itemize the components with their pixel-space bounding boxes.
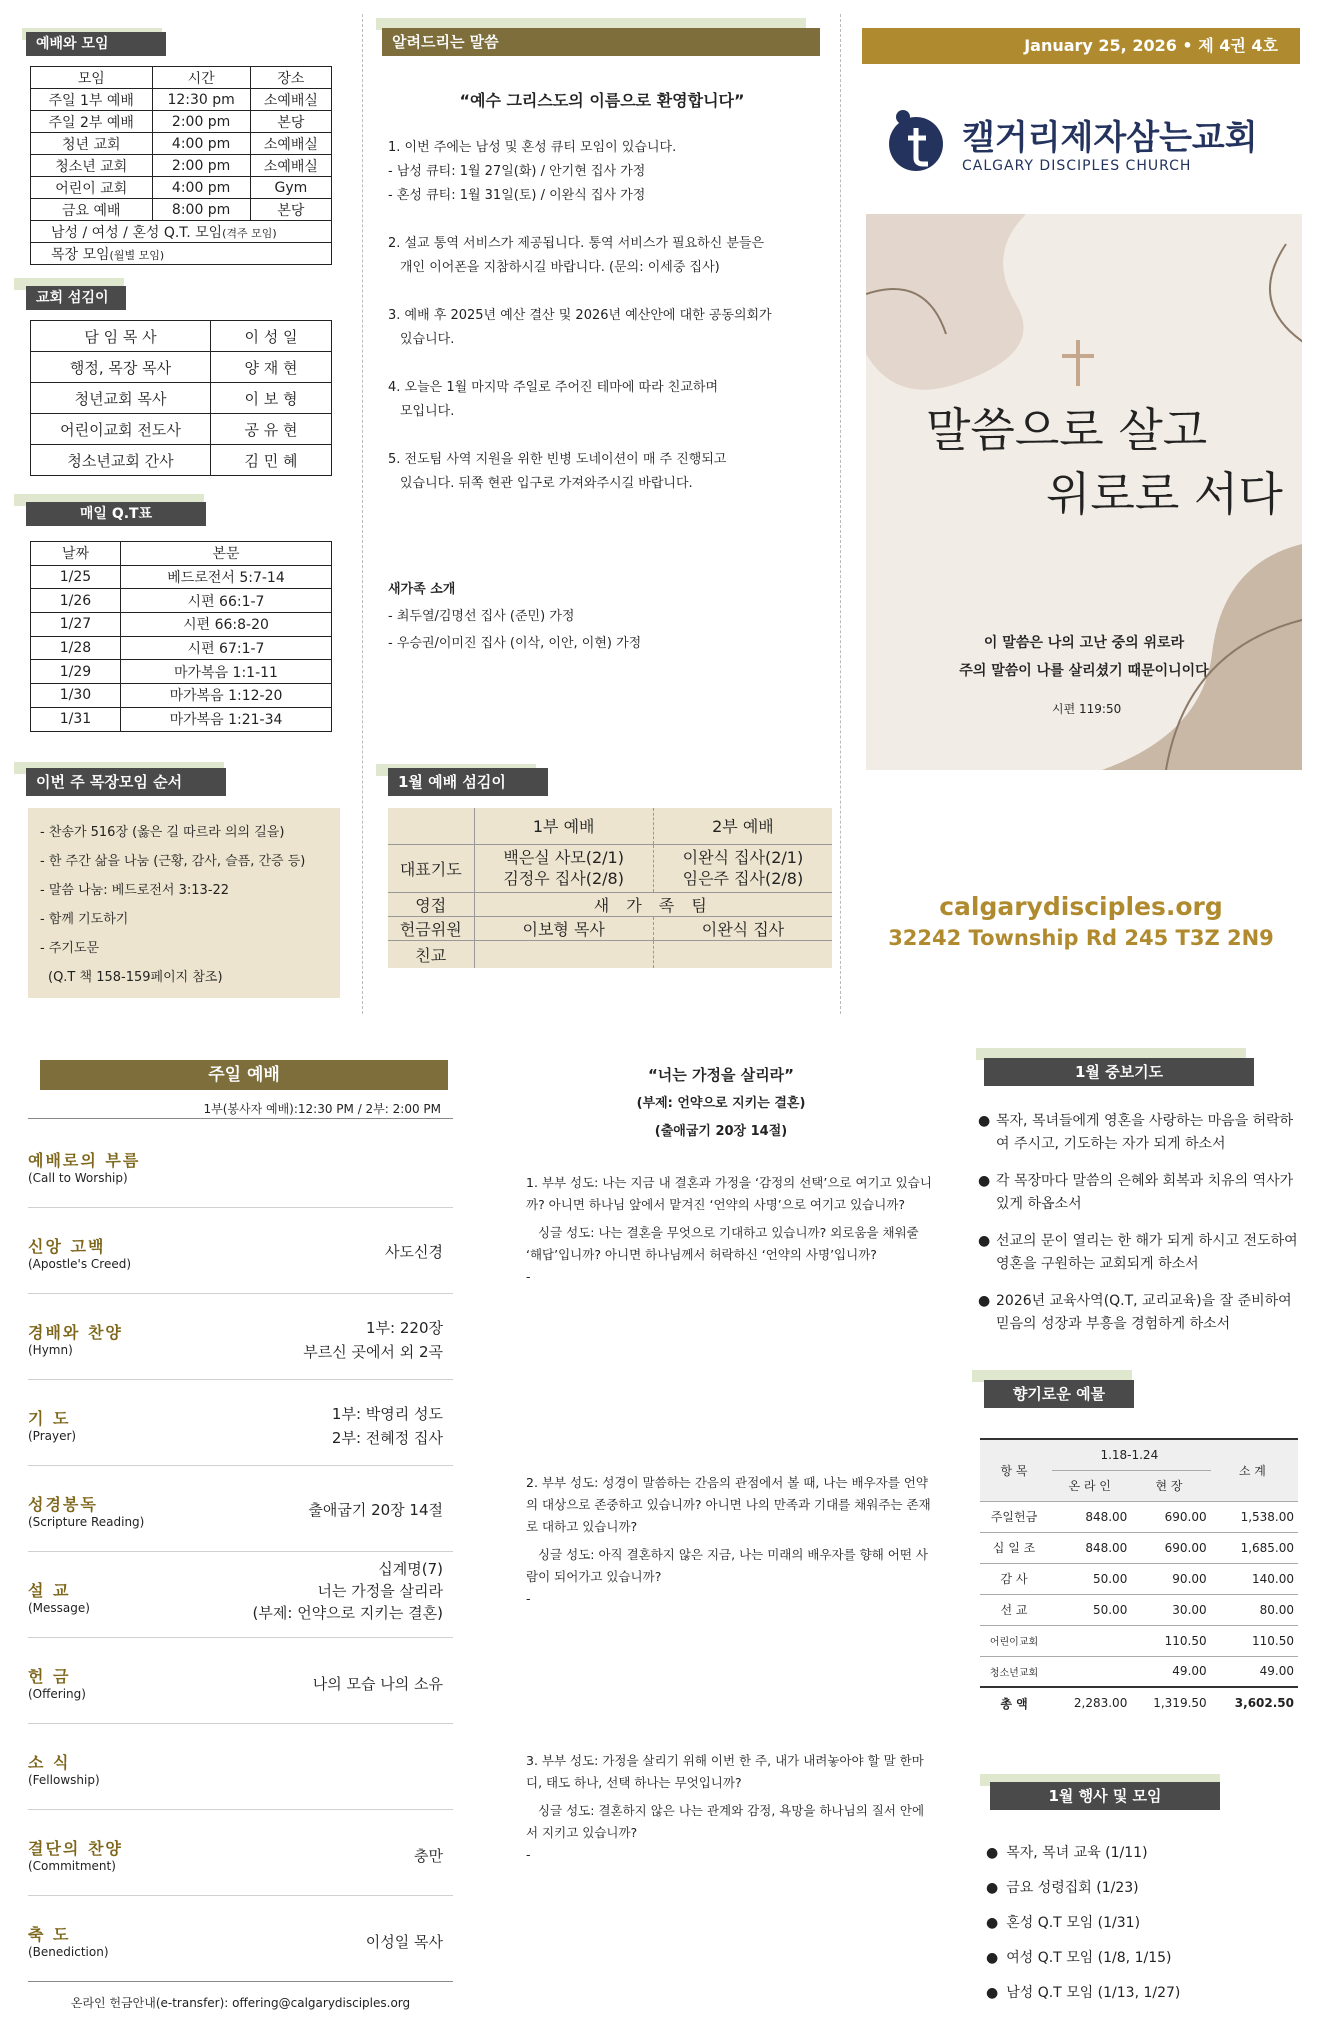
table-row: 청소년교회 49.00 49.00 [980,1656,1298,1687]
list-item: ● 각 목장마다 말씀의 은혜와 회복과 치유의 역사가 있게 하옵소서 [978,1173,1294,1212]
notice-header: 알려드리는 말씀 [382,28,820,56]
sermon-title: “너는 가정을 살리라” [647,1066,795,1084]
table-row: 감 사 50.00 90.00 140.00 [980,1563,1298,1594]
cross-icon [1076,340,1080,386]
list-item: - 찬송가 516장 (옳은 길 따르라 의의 길을) [40,825,285,840]
church-logo [888,108,944,174]
table-header: 장소 [250,67,331,89]
newfam-title: 새가족 소개 [388,582,456,597]
qt-table: 날짜 본문 1/25 베드로전서 5:7-14 1/26 시편 66:1-7 1/27 시편 66:8-20 1/28 시편 67:1-7 1/29 마가복음 1:1-11 1/30 마가복음 1:12-20 1/31 마가복음 1:21-34 [30,541,332,732]
list-item: ● 목자, 목녀들에게 영혼을 사랑하는 마음을 허락하여 주시고, 기도하는 자가 되게 하소서 [978,1113,1294,1152]
table-row: 선 교 50.00 30.00 80.00 [980,1594,1298,1625]
list-item: 1. 이번 주에는 남성 및 혼성 큐티 모임이 있습니다. [388,140,677,155]
worship-item: 예배로의 부름 (Call to Worship) [28,1122,453,1208]
sermon-ref: (출애굽기 20장 14절) [654,1124,788,1139]
table-row: 1/27 시편 66:8-20 [31,613,332,637]
table-row: 1/30 마가복음 1:12-20 [31,684,332,708]
table-row: 어린이 교회 4:00 pm Gym [31,177,332,199]
question-2: 2. 부부 성도: 성경이 말씀하는 간음의 관점에서 볼 때, 나는 배우자를 언약의 대상으로 존중하고 있습니까? 아니면 나의 만족과 기대를 채워주는 존재로 대하고 있습니까? 싱글 성도: 아직 결혼하지 않은 지금, 나는 미래의 배우자를 향해 어떤 사람이 되어가고 있습니까? - [526,1475,931,1606]
worship-item: 성경봉독 (Scripture Reading) 출애굽기 20장 14절 [28,1466,453,1552]
list-item: (Q.T 책 158-159페이지 참조) [48,970,223,985]
total-row: 총 액 2,283.00 1,319.50 3,602.50 [980,1687,1298,1718]
list-item: 4. 오늘은 1월 마지막 주일로 주어진 테마에 따라 친교하며 [388,380,719,395]
verse-line-2: 주의 말씀이 나를 살리셨기 때문이니이다 [959,663,1209,679]
table-row: 1/31 마가복음 1:21-34 [31,707,332,731]
list-item: ● 목자, 목녀 교육 (1/11) [986,1845,1148,1861]
question-3: 3. 부부 성도: 가정을 살리기 위해 이번 한 주, 내가 내려놓아야 할 말 한마디, 태도 하나, 선택 하나는 무엇입니까? 싱글 성도: 결혼하지 않은 나는 관계와 감정, 욕망을 하나님의 질서 안에서 지키고 있습니까? - [526,1753,925,1862]
list-item: 3. 예배 후 2025년 예산 결산 및 2026년 예산안에 대한 공동의회가 [388,308,772,323]
address: 32242 Township Rd 245 T3Z 2N9 [888,926,1274,950]
events-list [986,1836,1298,2011]
worship-time: 1부(봉사자 예배):12:30 PM / 2부: 2:00 PM [203,1102,441,1116]
staff-header: 교회 섬김이 [26,286,126,310]
question-1: 1. 부부 성도: 나는 지금 내 결혼과 가정을 ‘감정의 선택’으로 여기고 있습니까? 아니면 하나님 앞에서 맡겨진 ‘언약의 사명’으로 여기고 있습니까? 싱글 성도: 나는 결혼을 무엇으로 기대하고 있습니까? 외로움을 채워줄 ‘해답’입니까? 아니면 하나님께서 허락하신 ‘언약의 사명’입니까? - [526,1175,932,1284]
website-link[interactable]: calgarydisciples.org [939,892,1223,921]
list-item: 모입니다. [400,404,455,419]
welcome-title: “예수 그리스도의 이름으로 환영합니다” [459,91,745,110]
staff-table [30,320,332,476]
table-row: 청소년교회 간사 김 민 혜 [31,445,332,476]
table-row: 어린이교회 전도사 공 유 현 [31,414,332,445]
table-row: 1/26 시편 66:1-7 [31,589,332,613]
table-header: 모임 [31,67,153,89]
list-item: - 말씀 나눔: 베드로전서 3:13-22 [40,883,230,898]
table-row: 행정, 목장 목사 양 재 현 [31,352,332,383]
slogan-line-1: 말씀으로 살고 [926,403,1208,457]
list-item: 2. 설교 통역 서비스가 제공됩니다. 통역 서비스가 필요하신 분들은 [388,236,765,251]
verse-ref: 시편 119:50 [1052,702,1122,716]
worship-item: 신앙 고백 (Apostle's Creed) 사도신경 [28,1208,453,1294]
table-row: 십 일 조 848.00 690.00 1,685.00 [980,1532,1298,1563]
schedule-table [30,66,332,265]
verse-line-1: 이 말씀은 나의 고난 중의 위로라 [983,635,1185,651]
table-row: 1/29 마가복음 1:1-11 [31,660,332,684]
offering-header: 향기로운 예물 [984,1380,1134,1408]
church-name-en: CALGARY DISCIPLES CHURCH [962,158,1192,174]
etransfer-info: 온라인 헌금안내(e-transfer): offering@calgarydisciples.org [70,1996,411,2010]
list-item: - 주기도문 [40,941,100,956]
table-row: 주일 1부 예배 12:30 pm 소예배실 [31,89,332,111]
list-item: - 우승권/이미진 집사 (이삭, 이안, 이현) 가정 [388,636,642,651]
worship-item: 헌 금 (Offering) 나의 모습 나의 소유 [28,1638,453,1724]
table-row: 주일 2부 예배 2:00 pm 본당 [31,111,332,133]
newfam-section [388,576,828,657]
table-row: 청년 교회 4:00 pm 소예배실 [31,133,332,155]
notice-list [388,136,828,496]
list-item: ● 선교의 문이 열리는 한 해가 되게 하시고 전도하여 영혼을 구원하는 교회되게 하소서 [978,1233,1298,1272]
list-item: 5. 전도팀 사역 지원을 위한 빈병 도네이션이 매 주 진행되고 [388,452,727,467]
table-row: 청소년 교회 2:00 pm 소예배실 [31,155,332,177]
table-row: 목장 모임(월별 모임) [31,243,332,265]
list-item: - 함께 기도하기 [40,912,129,927]
worship-item: 설 교 (Message) 십계명(7) 너는 가정을 살리라 (부제: 언약으로 지키는 결혼) [28,1552,453,1638]
worship-item: 기 도 (Prayer) 1부: 박영리 성도 2부: 전혜정 집사 [28,1380,453,1466]
table-row: 담 임 목 사 이 성 일 [31,321,332,352]
servers-header: 1월 예배 섬김이 [388,768,548,796]
prayer-list [976,1110,1298,1350]
table-row: 청년교회 목사 이 보 형 [31,383,332,414]
list-item: - 남성 큐티: 1월 27일(화) / 안기현 집사 가정 [388,164,646,179]
worship-item: 축 도 (Benediction) 이성일 목사 [28,1896,453,1982]
schedule-header: 예배와 모임 [26,32,166,56]
prayer-header: 1월 중보기도 [984,1058,1254,1086]
table-row: 남성 / 여성 / 혼성 Q.T. 모임(격주 모임) [31,221,332,243]
list-item: - 혼성 큐티: 1월 31일(토) / 이완식 집사 가정 [388,188,646,203]
mokjang-header: 이번 주 목장모임 순서 [26,768,226,796]
list-item: ● 남성 Q.T 모임 (1/13, 1/27) [986,1985,1181,2001]
list-item: ● 여성 Q.T 모임 (1/8, 1/15) [986,1950,1172,1966]
worship-item: 소 식 (Fellowship) [28,1724,453,1810]
table-header: 시간 [152,67,250,89]
church-name-ko: 캘거리제자삼는교회 [962,118,1258,158]
qt-header: 매일 Q.T표 [26,502,206,526]
list-item: ● 혼성 Q.T 모임 (1/31) [986,1915,1141,1931]
offering-table: 항 목 1.18-1.24 소 계 온 라 인 현 장 주일헌금 848.00 690.00 1,538.00 십 일 조 848.00 690.00 1,685.00 감 사 50.00 90.00 140.00 선 교 50.00 30.00 80.00 어린이교회 110.50 110.50 청소년교회 49.00 49.00 총 액 2,283.00 1,319.50 3,602.50 [980,1438,1298,1718]
worship-item: 결단의 찬양 (Commitment) 충만 [28,1810,453,1896]
mokjang-box [28,808,340,998]
worship-header: 주일 예배 [40,1060,448,1090]
list-item: ● 2026년 교육사역(Q.T, 교리교육)을 잘 준비하여 믿음의 성장과 부흥을 경험하게 하소서 [978,1293,1292,1332]
list-item: 있습니다. 뒤쪽 현관 입구로 가져와주시길 바랍니다. [400,476,693,491]
cover-art [866,214,1302,770]
list-item: 있습니다. [400,332,455,347]
list-item: ● 금요 성령집회 (1/23) [986,1880,1139,1896]
sermon-subtitle: (부제: 언약으로 지키는 결혼) [636,1096,806,1111]
table-row: 주일헌금 848.00 690.00 1,538.00 [980,1501,1298,1532]
list-item: - 최두열/김명선 집사 (준민) 가정 [388,609,575,624]
list-item: - 한 주간 삶을 나눔 (근황, 감사, 슬픔, 간증 등) [40,854,306,869]
date-banner: January 25, 2026 • 제 4권 4호 [862,28,1300,64]
list-item: 개인 이어폰을 지참하시길 바랍니다. (문의: 이세중 집사) [400,260,720,275]
slogan-line-2: 위로로 서다 [1046,467,1283,521]
table-row: 1/25 베드로전서 5:7-14 [31,565,332,589]
servers-table: 1부 예배 2부 예배 대표기도 백은실 사모(2/1) 김정우 집사(2/8) 이완식 집사(2/1) 임은주 집사(2/8) 영접 새 가 족 팀 헌금위원 이보형 목사 이완식 집사 친교 [388,808,832,968]
table-row: 금요 예배 8:00 pm 본당 [31,199,332,221]
table-row: 1/28 시편 67:1-7 [31,636,332,660]
worship-item: 경배와 찬양 (Hymn) 1부: 220장 부르신 곳에서 외 2곡 [28,1294,453,1380]
table-row: 어린이교회 110.50 110.50 [980,1625,1298,1656]
events-header: 1월 행사 및 모임 [990,1782,1220,1810]
